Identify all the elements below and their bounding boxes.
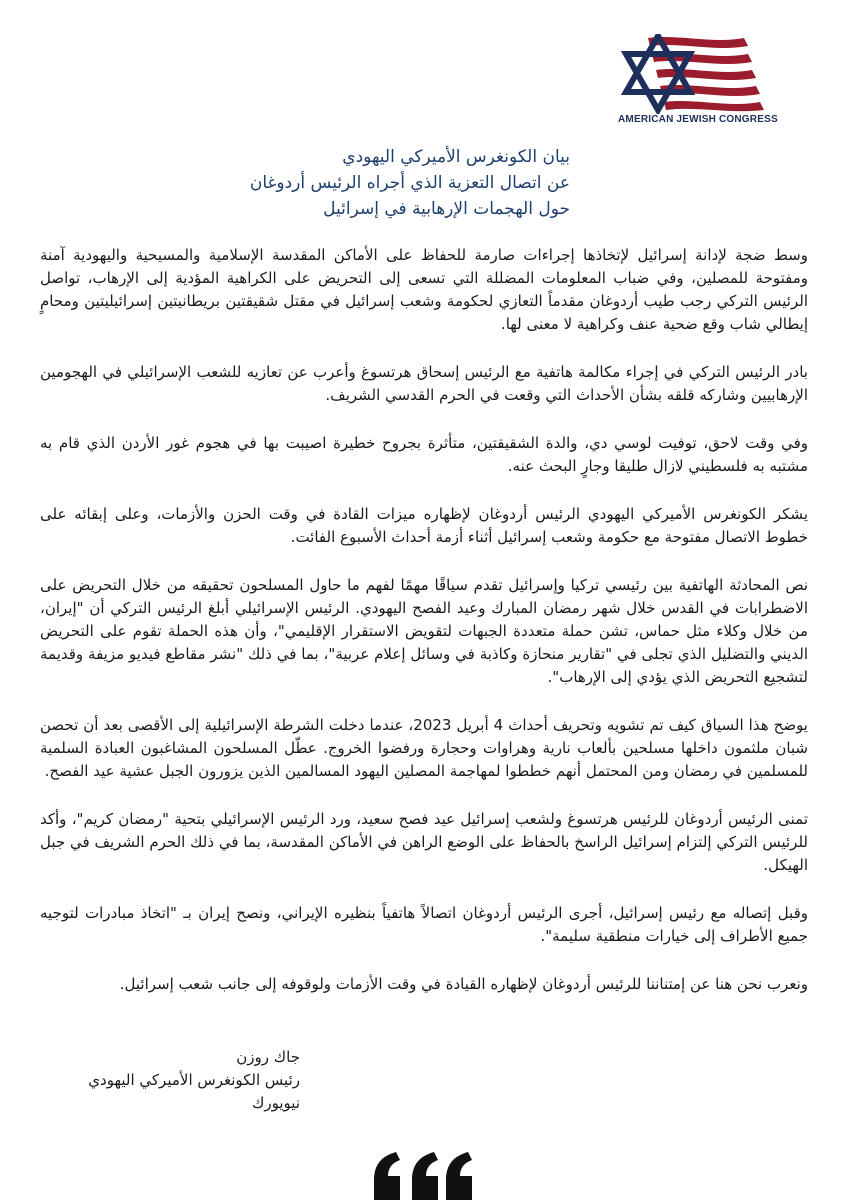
paragraph: بادر الرئيس التركي في إجراء مكالمة هاتفية مع الرئيس إسحاق هرتسوغ وأعرب عن تعازيه للشعب الإسرائيلي في الهجومين الإرهابيين وشاركه قلقه بشأن الأحداث التي وقعت في الحرم القدسي الشريف. bbox=[40, 363, 808, 404]
paragraph: ونعرب نحن هنا عن إمتناننا للرئيس أردوغان لإظهاره القيادة في وقت الأزمات ولوقوفه إلى جانب شعب إسرائيل. bbox=[119, 975, 808, 993]
paragraph: تمنى الرئيس أردوغان للرئيس هرتسوغ ولشعب إسرائيل عيد فصح سعيد، ورد الرئيس الإسرائيلي بتحية "رمضان كريم"، وأكد للرئيس التركي إلتزام إسرائيل الراسخ بالحفاظ على الوضع الراهن في الأماكن المقدسة، بما في ذلك الحرم الشريف في جبل الهيكل. bbox=[40, 810, 808, 874]
paragraph: نص المحادثة الهاتفية بين رئيسي تركيا وإسرائيل تقدم سياقًا مهمًا لفهم ما حاول المسلحون تحقيقه من خلال التحريض على الاضطرابات في القدس خلال شهر رمضان المبارك وعيد الفصح اليهودي. الرئيس الإسرائيلي أبلغ الرئيس التركي أن "إيران، من خلال وكلاء مثل حماس، تشن حملة متعددة الجبهات لتقويض الاستقرار الإقليمي"، وأن هذه الحملة تقوم على التحريض الديني والتضليل الذي تجلى في "تقارير منحازة وكاذبة في وسائل إعلام عربية"، بما في ذلك "نشر مقاطع فيديو مزيفة وقديمة لتشجيع التحريض الذي يؤدي إلى الإرهاب". bbox=[40, 576, 808, 686]
signatory-position: رئيس الكونغرس الأميركي اليهودي bbox=[88, 1071, 300, 1089]
title-line: حول الهجمات الإرهابية في إسرائيل bbox=[323, 199, 570, 219]
paragraph: وسط ضجة لإدانة إسرائيل لإتخاذها إجراءات صارمة للحفاظ على الأماكن المقدسة الإسلامية والمسيحية واليهودية آمنة ومفتوحة للمصلين، وفي ضباب المعلومات المضللة التي تسعى إلى التحريض على الكراهية المؤدية إلى الإرهاب، تواصل الرئيس التركي رجب طيب أردوغان مقدماً التعازي لحكومة وشعب إسرائيل في مقتل شقيقتين بريطانيتين إسرائيليتين ومحامٍ إيطالي شاب وقع ضحية عنف وكراهية لا معنى لها. bbox=[40, 246, 808, 333]
statement-body bbox=[40, 244, 808, 1021]
title-line: بيان الكونغرس الأميركي اليهودي bbox=[342, 147, 570, 167]
paragraph: يشكر الكونغرس الأميركي اليهودي الرئيس أردوغان لإظهاره ميزات القادة في وقت الحزن والأزمات، وعلى إبقائه على خطوط الاتصال مفتوحة مع حكومة وشعب إسرائيل أثناء أزمة أحداث الأسبوع الفائت. bbox=[40, 505, 808, 546]
paragraph: وقبل إتصاله مع رئيس إسرائيل، أجرى الرئيس أردوغان اتصالاً هاتفياً بنظيره الإيراني، ونصح إيران بـ "اتخاذ مبادرات لتوجيه جميع الأطراف إلى خيارات منطقية سليمة". bbox=[40, 904, 808, 945]
star-of-david-flag-icon bbox=[618, 34, 768, 114]
paragraph: يوضح هذا السياق كيف تم تشويه وتحريف أحداث 4 أبريل 2023، عندما دخلت الشرطة الإسرائيلية إلى الأقصى بعد أن تحصن شبان ملثمون داخلها مسلحين بألعاب نارية وهراوات وحجارة ورفضوا الخروج. عطّل المسلحون المشاغبون العبادة السلمية للمسلمين في رمضان ومن المحتمل أنهم خططوا لمهاجمة المصلين اليهود المسالمين الذين يزورون الجبل عشية عيد الفصح. bbox=[40, 716, 808, 780]
signatory-name: جاك روزن bbox=[236, 1048, 300, 1066]
signatory-city: نيويورك bbox=[252, 1094, 300, 1112]
paragraph: وفي وقت لاحق، توفيت لوسي دي، والدة الشقيقتين، متأثرة بجروح خطيرة اصيبت بها في هجوم غور الأردن الذي قام به مشتبه به فلسطيني لازال طليقا وجارٍ البحث عنه. bbox=[40, 434, 808, 475]
logo-wordmark: AMERICAN JEWISH CONGRESS bbox=[618, 114, 778, 125]
ajc-logo bbox=[618, 34, 778, 130]
signature-block bbox=[40, 1046, 300, 1115]
title-line: عن اتصال التعزية الذي أجراه الرئيس أردوغان bbox=[249, 173, 570, 193]
statement-title bbox=[100, 144, 570, 222]
quote-mark-icon bbox=[366, 1150, 476, 1200]
